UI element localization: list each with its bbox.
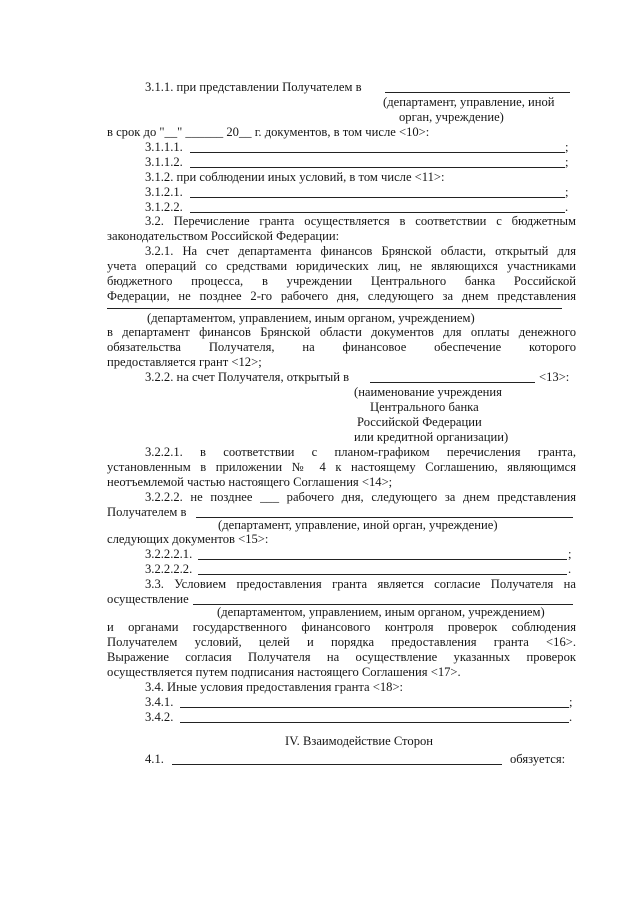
clause-3-2-2-2-cont: следующих документов <15>: (107, 532, 269, 546)
blank-line (198, 574, 567, 575)
punct: ; (565, 185, 569, 199)
blank-line (385, 92, 570, 93)
clause-3-3-cont: Выражение согласия Получателя на осуществление указанных проверок (107, 650, 576, 664)
caption-bank: (наименование учреждения (354, 385, 502, 399)
item-3-4-2: 3.4.2. (145, 710, 174, 724)
blank-line (190, 212, 565, 213)
clause-3-3-cont: и органами государственного финансового контроля проверок соблюдения (107, 620, 576, 634)
blank-line (190, 197, 565, 198)
punct: ; (569, 695, 573, 709)
caption-bank: Российской Федерации (357, 415, 482, 429)
clause-3-2-1-cont: бюджетного процесса, в учреждении Центрального банка Российской (107, 274, 576, 288)
blank-line (180, 722, 569, 723)
clause-3-2-cont: законодательством Российской Федерации: (107, 229, 340, 243)
clause-3-2-2-2: 3.2.2.2. не позднее ___ рабочего дня, следующего за днем представления (145, 490, 576, 504)
item-3-4-1: 3.4.1. (145, 695, 174, 709)
clause-3-2-2-1: 3.2.2.1. в соответствии с планом-графиком перечисления гранта, (145, 445, 576, 459)
caption-organ-instr: (департаментом, управлением, иным органом, учреждением) (147, 311, 475, 325)
clause-3-2-1-cont: в департамент финансов Брянской области документов для оплаты денежного (107, 325, 576, 339)
caption-department: (департамент, управление, иной (383, 95, 555, 109)
caption-organ-instr: (департаментом, управлением, иным органом, учреждением) (217, 605, 545, 619)
item-3-1-1-1: 3.1.1.1. (145, 140, 183, 154)
clause-3-2-1-cont: предоставляется грант <12>; (107, 355, 262, 369)
punct: . (569, 710, 573, 724)
clause-3-2-1: 3.2.1. На счет департамента финансов Брянской области, открытый для (145, 244, 576, 258)
footnote-13: <13>: (539, 370, 570, 384)
clause-3-2: 3.2. Перечисление гранта осуществляется в соответствии с бюджетным (145, 214, 576, 228)
clause-3-3-cont: осуществляется путем подписания настоящего Соглашения <17>. (107, 665, 461, 679)
punct: . (565, 200, 569, 214)
item-3-1-1-2: 3.1.1.2. (145, 155, 183, 169)
caption-bank: или кредитной организации) (354, 430, 509, 444)
clause-4-1: 4.1. (145, 752, 164, 766)
item-3-2-2-2-2: 3.2.2.2.2. (145, 562, 193, 576)
section-heading: IV. Взаимодействие Сторон (285, 734, 434, 748)
clause-3-2-2: 3.2.2. на счет Получателя, открытый в (145, 370, 350, 384)
punct: ; (568, 547, 572, 561)
blank-line (190, 152, 565, 153)
item-3-1-2-1: 3.1.2.1. (145, 185, 183, 199)
clause-3-1-2: 3.1.2. при соблюдении иных условий, в том числе <11>: (145, 170, 445, 184)
item-3-2-2-2-1: 3.2.2.2.1. (145, 547, 193, 561)
blank-line (190, 167, 565, 168)
clause-3-4: 3.4. Иные условия предоставления гранта <18>: (145, 680, 404, 694)
clause-3-3: 3.3. Условием предоставления гранта является согласие Получателя на (145, 577, 576, 591)
punct: ; (565, 140, 569, 154)
clause-3-3-cont: Получателем условий, целей и порядка предоставления гранта <16>. (107, 635, 576, 649)
blank-line (107, 308, 562, 309)
clause-3-2-2-1-cont: установленным в приложении № 4 к настоящему Соглашению, являющимся (107, 460, 576, 474)
caption-bank: Центрального банка (370, 400, 479, 414)
clause-3-2-1-cont: учета операций со средствами юридических лиц, не являющихся участниками (107, 259, 576, 273)
clause-3-2-1-cont: обязательства Получателя, на финансовое обеспечение которого (107, 340, 576, 354)
deadline-line: в срок до "__" ______ 20__ г. документов, в том числе <10>: (107, 125, 430, 139)
caption-organ: орган, учреждение) (399, 110, 504, 124)
blank-line (180, 707, 569, 708)
blank-line (370, 382, 535, 383)
punct: . (568, 562, 572, 576)
blank-line (198, 559, 567, 560)
clause-text: 3.1.1. при представлении Получателем в (145, 80, 362, 94)
caption-department: (департамент, управление, иной орган, учреждение) (218, 518, 498, 532)
clause-3-3-cont: осуществление (107, 592, 189, 606)
clause-4-1-end: обязуется: (510, 752, 566, 766)
clause-3-2-1-cont: Федерации, не позднее 2-го рабочего дня, следующего за днем представления (107, 289, 576, 303)
clause-3-2-2-1-cont: неотъемлемой частью настоящего Соглашения <14>; (107, 475, 393, 489)
item-3-1-2-2: 3.1.2.2. (145, 200, 183, 214)
clause-3-2-2-2-cont: Получателем в (107, 505, 187, 519)
blank-line (172, 764, 502, 765)
punct: ; (565, 155, 569, 169)
clause-3-1-1 (145, 80, 362, 95)
